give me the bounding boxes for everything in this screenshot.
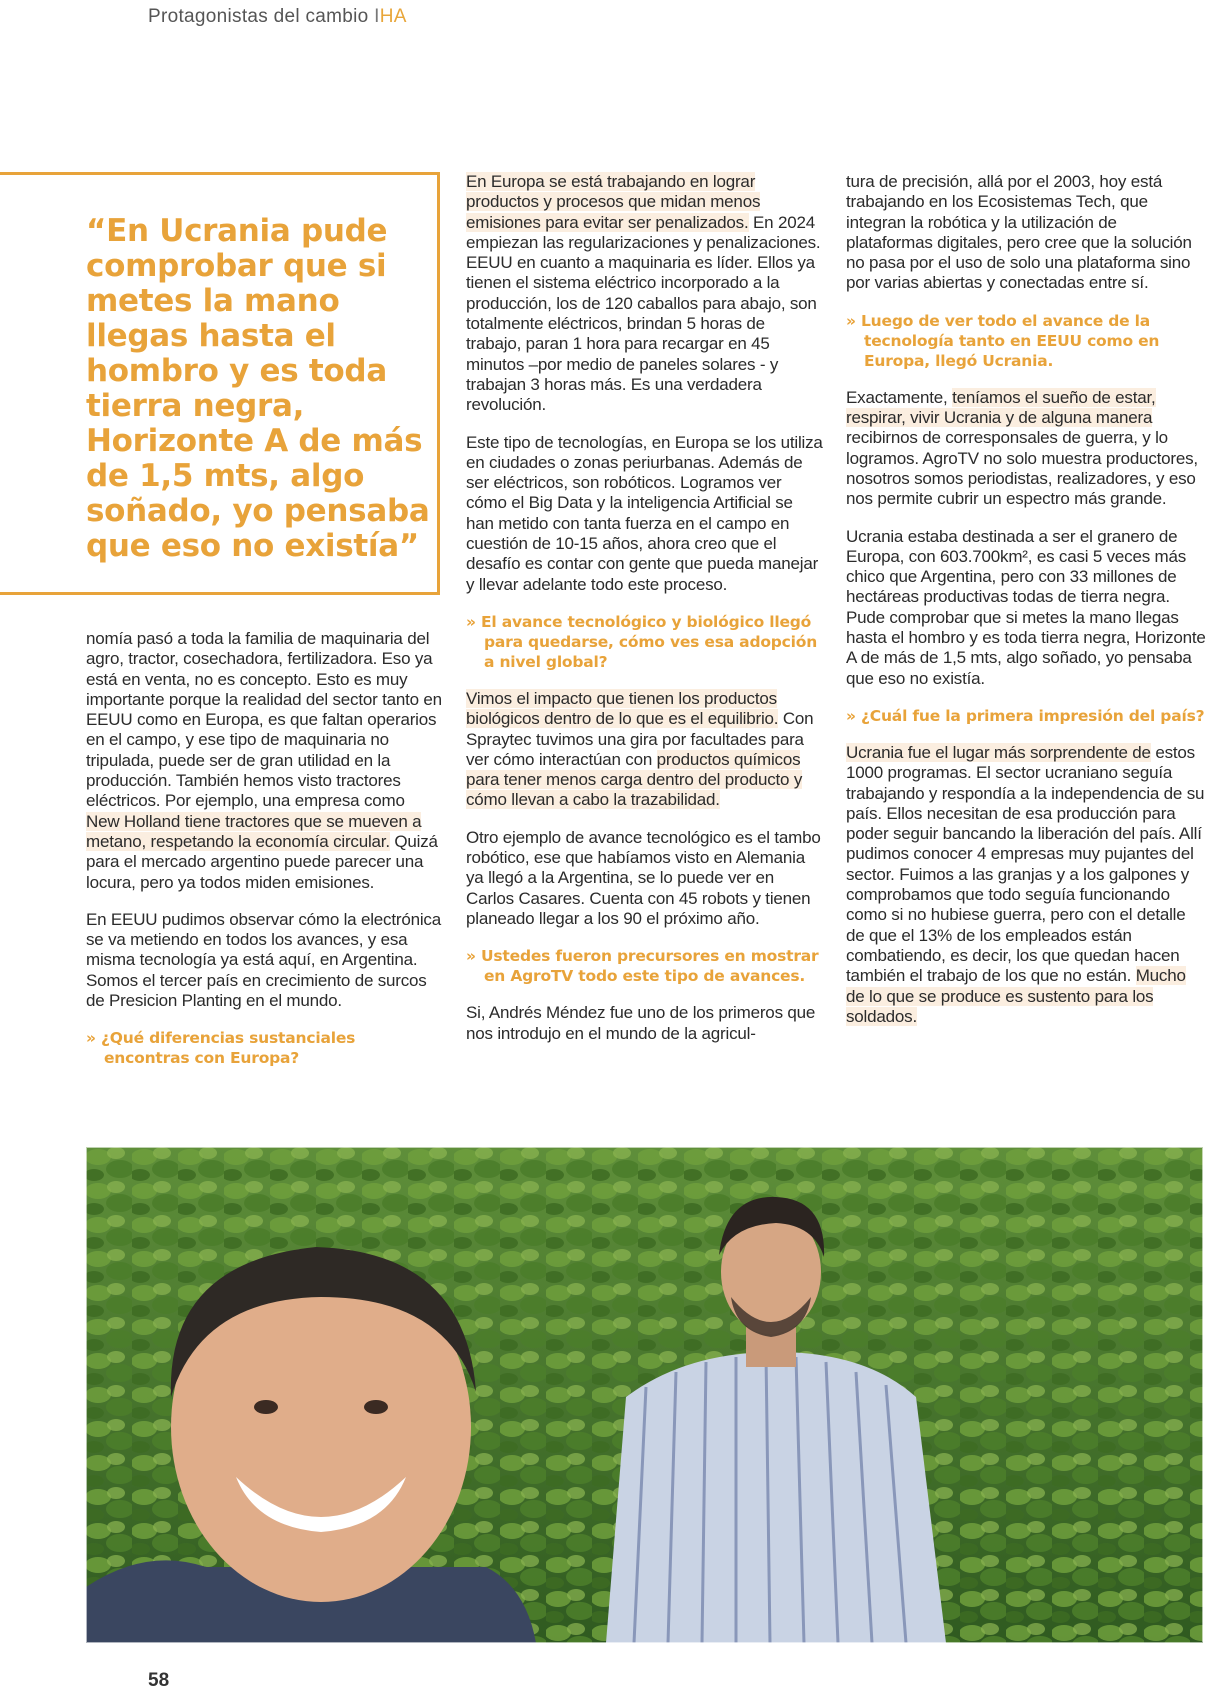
- paragraph: Exactamente, teníamos el sueño de estar, respirar, vivir Ucrania y de alguna manera recibirnos de corresponsales de guerra, y lo logramos. AgroTV no solo muestra productores, nosotros somos periodistas, realizadores, y eso nos permite cubrir un espectro más grande.: [846, 387, 1198, 509]
- column-1: [86, 629, 442, 1085]
- brand-mark: HA: [379, 6, 407, 27]
- paragraph: En Europa se está trabajando en lograr productos y procesos que midan menos emisiones para evitar ser penalizados. En 2024 empiezan las regularizaciones y penalizaciones. EEUU en cuanto a maquinaria es líder. Ellos ya tienen el sistema eléctrico incorporado a la producción, los de 120 caballos para abajo, son totalmente eléctricos, brindan 5 horas de trabajo, paran 1 hora para recargar en 45 minutos –por medio de paneles solares - y trabajan 3 horas más. Es una verdadera revolución.: [466, 172, 821, 415]
- interview-question: » Luego de ver todo el avance de la tecnología tanto en EEUU como en Europa, llegó Ucrania.: [846, 311, 1160, 370]
- pull-quote: “En Ucrania pude comprobar que si metes la mano llegas hasta el hombro y es toda tierra negra, Horizonte A de más de 1,5 mts, algo soñado, yo pensaba que eso no existía”: [86, 213, 430, 564]
- field-photo: [86, 1147, 1203, 1643]
- paragraph: tura de precisión, allá por el 2003, hoy está trabajando en los Ecosistemas Tech, que integran la robótica y la utilización de plataformas digitales, pero cree que la solución no pasa por el uso de solo una plataforma sino por varias abiertas y conectadas entre sí.: [846, 172, 1192, 293]
- highlight: Mucho de lo que se produce es sustento para los soldados.: [846, 966, 1186, 1026]
- column-3: [846, 172, 1206, 1044]
- highlight: Vimos el impacto que tienen los productos biológicos dentro de lo que es el equilibrio.: [466, 688, 779, 729]
- column-2: [466, 172, 824, 1061]
- highlight: Ucrania fue el lugar más sorprendente de: [846, 742, 1151, 762]
- paragraph: Otro ejemplo de avance tecnológico es el tambo robótico, ese que habíamos visto en Alemania ya llegó a la Argentina, se lo puede ver en Carlos Casares. Cuenta con 45 robots y tienen planeado llegar a los 90 el próximo año.: [466, 827, 821, 928]
- interview-question: » ¿Cuál fue la primera impresión del país?: [846, 706, 1205, 725]
- interview-question: » ¿Qué diferencias sustanciales encontras con Europa?: [86, 1029, 356, 1068]
- paragraph: Ucrania estaba destinada a ser el granero de Europa, con 603.700km², es casi 5 veces más chico que Argentina, pero con 33 millones de hectáreas productivas todas de tierra negra. Pude comprobar que si metes la mano llegas hasta el hombro y es toda tierra negra, Horizonte A de más de 1,5 mts, algo soñado, yo pensaba que eso no existía.: [846, 526, 1206, 688]
- section-title: Protagonistas del cambio: [148, 6, 369, 27]
- header-separator: I: [374, 6, 380, 27]
- paragraph: En EEUU pudimos observar cómo la electrónica se va metiendo en todos los avances, y esa misma tecnología ya está aquí, en Argentina. Somos el tercer país en crecimiento de surcos de Presicion Planting en el mundo.: [86, 909, 441, 1011]
- paragraph: Ucrania fue el lugar más sorprendente de estos 1000 programas. El sector ucraniano seguía trabajando y respondía a la independencia de su país. Ellos necesitan de esa producción para poder seguir bancando la liberación del país. Allí pudimos conocer 4 empresas muy pujantes del sector. Fuimos a las granjas y a los galpones y comprobamos que todo seguía funcionando como si no hubiese guerra, pero con el detalle de que el 13% de los empleados están combatiendo, es decir, los que quedan hacen también el trabajo de los que no están. Mucho de lo que se produce es sustento para los soldados.: [846, 742, 1205, 1026]
- highlight: teníamos el sueño de estar, respirar, vivir Ucrania y de alguna manera: [846, 387, 1156, 428]
- highlight: productos químicos para tener menos carga dentro del producto y cómo llevan a cabo la trazabilidad.: [466, 749, 803, 810]
- page-number: 58: [148, 1670, 170, 1691]
- running-header: [148, 6, 407, 28]
- paragraph: Vimos el impacto que tienen los productos biológicos dentro de lo que es el equilibrio. Con Spraytec tuvimos una gira por facultades para ver cómo interactúan con productos químicos para tener menos carga dentro del producto y cómo llevan a cabo la trazabilidad.: [466, 688, 814, 810]
- paragraph: Si, Andrés Méndez fue uno de los primeros que nos introdujo en el mundo de la agricul-: [466, 1003, 816, 1043]
- interview-question: » El avance tecnológico y biológico llegó para quedarse, cómo ves esa adopción a nivel global?: [466, 612, 818, 671]
- highlight: En Europa se está trabajando en lograr productos y procesos que midan menos emisiones para evitar ser penalizados.: [466, 172, 761, 232]
- interview-question: » Ustedes fueron precursores en mostrar en AgroTV todo este tipo de avances.: [466, 947, 819, 986]
- paragraph: Este tipo de tecnologías, en Europa se los utiliza en ciudades o zonas periurbanas. Además de ser eléctricos, son robóticos. Logramos ver cómo el Big Data y la inteligencia Artificial se han metido con tanta fuerza en el campo en cuestión de 10-15 años, ahora creo que el desafío es contar con gente que pueda manejar y llevar adelante todo este proceso.: [466, 432, 823, 594]
- paragraph: nomía pasó a toda la familia de maquinaria del agro, tractor, cosechadora, fertilizadora. Eso ya está en venta, no es concepto. Esto es muy importante porque la realidad del sector tanto en EEUU como en Europa, es que faltan operarios en el campo, y ese tipo de maquinaria no tripulada, puede ser de gran utilidad en la producción. También hemos visto tractores eléctricos. Por ejemplo, una empresa como New Holland tiene tractores que se mueven a metano, respetando la economía circular. Quizá para el mercado argentino puede parecer una locura, pero ya todos miden emisiones.: [86, 629, 442, 892]
- highlight: New Holland tiene tractores que se mueven a metano, respetando la economía circular.: [86, 811, 422, 851]
